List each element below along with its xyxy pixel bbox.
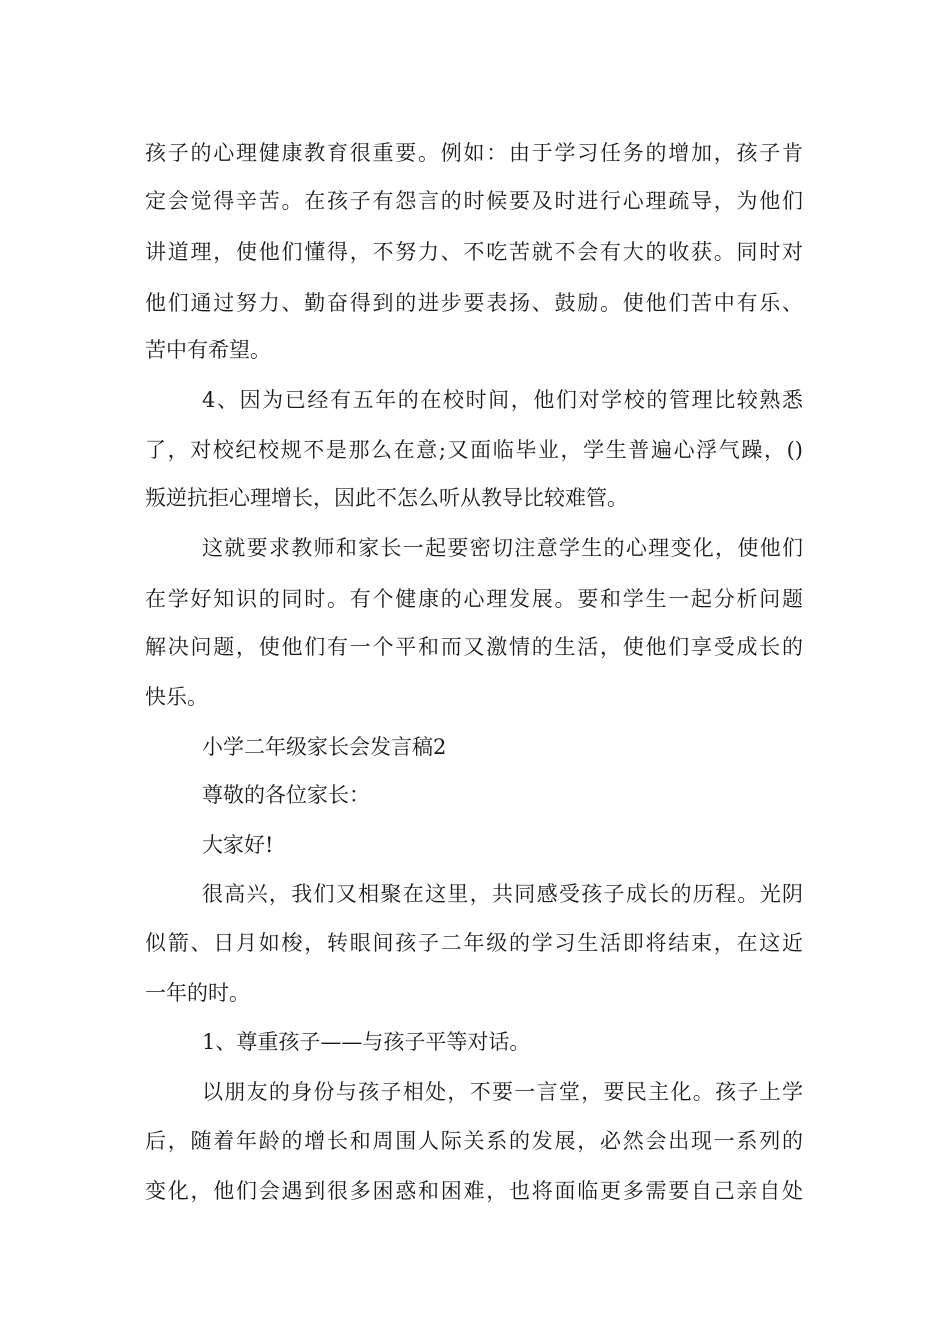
greeting: 大家好!: [202, 833, 274, 857]
text-line: 定会觉得辛苦。在孩子有怨言的时候要及时进行心理疏导，为他们: [145, 189, 803, 213]
text-line: 苦中有希望。: [145, 338, 271, 362]
text-line: 了，对校纪校规不是那么在意;又面临毕业，学生普遍心浮气躁，(): [145, 438, 803, 462]
text-line: 很高兴，我们又相聚在这里，共同感受孩子成长的历程。光阴: [202, 882, 803, 906]
text-line: 在学好知识的同时。有个健康的心理发展。要和学生一起分析问题: [145, 587, 803, 611]
text-line: 叛逆抗拒心理增长，因此不怎么听从教导比较难管。: [145, 486, 628, 510]
text-line: 孩子的心理健康教育很重要。例如：由于学习任务的增加，孩子肯: [145, 141, 803, 165]
list-item-heading: 1、尊重孩子——与孩子平等对话。: [202, 1030, 531, 1054]
text-line: 4、因为已经有五年的在校时间，他们对学校的管理比较熟悉: [202, 388, 803, 412]
text-line: 解决问题，使他们有一个平和而又激情的生活，使他们享受成长的: [145, 635, 803, 659]
text-line: 他们通过努力、勤奋得到的进步要表扬、鼓励。使他们苦中有乐、: [145, 291, 803, 315]
text-line: 这就要求教师和家长一起要密切注意学生的心理变化，使他们: [202, 536, 803, 560]
text-line: 快乐。: [145, 685, 208, 709]
text-line: 似箭、日月如梭，转眼间孩子二年级的学习生活即将结束，在这近: [145, 931, 803, 955]
text-line: 以朋友的身份与孩子相处，不要一言堂，要民主化。孩子上学: [202, 1080, 803, 1104]
section-heading: 小学二年级家长会发言稿2: [202, 735, 447, 759]
text-line: 一年的时。: [145, 981, 250, 1005]
text-line: 变化，他们会遇到很多困惑和困难，也将面临更多需要自己亲自处: [145, 1179, 803, 1203]
text-line: 后，随着年龄的增长和周围人际关系的发展，必然会出现一系列的: [145, 1129, 803, 1153]
text-line: 讲道理，使他们懂得，不努力、不吃苦就不会有大的收获。同时对: [145, 240, 803, 264]
salutation: 尊敬的各位家长：: [202, 783, 370, 807]
